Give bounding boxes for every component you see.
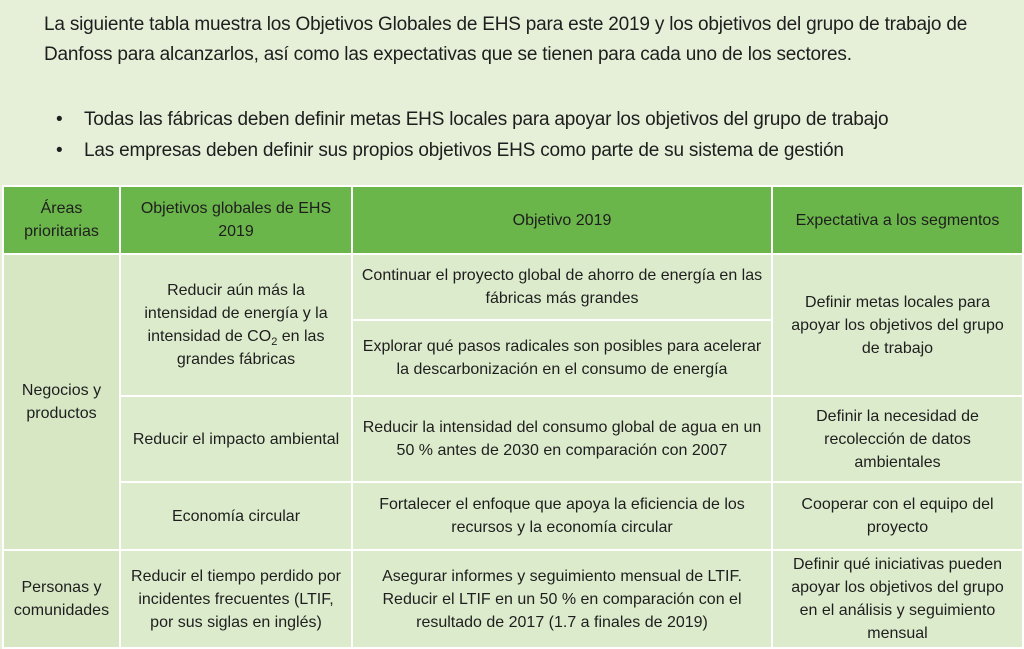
objectives-table [2,185,1024,649]
table-row [3,482,1023,550]
bullet-item: • Todas las fábricas deben definir metas EHS locales para apoyar los objetivos del grupo de trabajo [56,104,1006,135]
header-goals: Objetivos globales de EHS 2019 [120,186,352,254]
circular-expectation: Cooperar con el equipo del proyecto [772,482,1023,550]
energy-expectation: Definir metas locales para apoyar los objetivos del grupo de trabajo [772,254,1023,396]
header-expectation: Expectativa a los segmentos [772,186,1023,254]
header-areas: Áreas prioritarias [3,186,120,254]
energy-goal-text-end: en las grandes fábricas [176,328,325,368]
area-business: Negocios y productos [3,254,120,550]
co2-subscript: 2 [271,336,278,349]
env-goal: Reducir el impacto ambiental [120,396,352,482]
ltif-expectation: Definir qué iniciativas pueden apoyar los objetivos del grupo en el análisis y seguimiento mensual [772,550,1023,648]
area-people: Personas y comunidades [3,550,120,648]
circular-target: Fortalecer el enfoque que apoya la eficiencia de los recursos y la economía circular [352,482,772,550]
table-row [3,254,1023,320]
env-expectation: Definir la necesidad de recolección de datos ambientales [772,396,1023,482]
env-target: Reducir la intensidad del consumo global de agua en un 50 % antes de 2030 en comparación con 2007 [352,396,772,482]
circular-goal: Economía circular [120,482,352,550]
table-row [3,396,1023,482]
ltif-target: Asegurar informes y seguimiento mensual de LTIF. Reducir el LTIF en un 50 % en comparación con el resultado de 2017 (1.7 a finales de 2019) [352,550,772,648]
energy-goal-cell [120,254,352,396]
header-target: Objetivo 2019 [352,186,772,254]
table-header-row [3,186,1023,254]
energy-target-1: Continuar el proyecto global de ahorro de energía en las fábricas más grandes [352,254,772,320]
bullet-item: • Las empresas deben definir sus propios objetivos EHS como parte de su sistema de gestión [56,135,1006,166]
table-row [3,550,1023,648]
energy-goal-text: Reducir aún más la intensidad de energía y la intensidad de CO [144,282,328,345]
bullet-list [56,104,1006,166]
energy-target-2: Explorar qué pasos radicales son posibles para acelerar la descarbonización en el consumo de energía [352,320,772,396]
intro-paragraph: La siguiente tabla muestra los Objetivos Globales de EHS para este 2019 y los objetivos del grupo de trabajo de Danfoss para alcanzarlos, así como las expectativas que se tienen para cada uno de los sectores. [44,14,968,65]
ltif-goal: Reducir el tiempo perdido por incidentes frecuentes (LTIF, por sus siglas en inglés) [120,550,352,648]
